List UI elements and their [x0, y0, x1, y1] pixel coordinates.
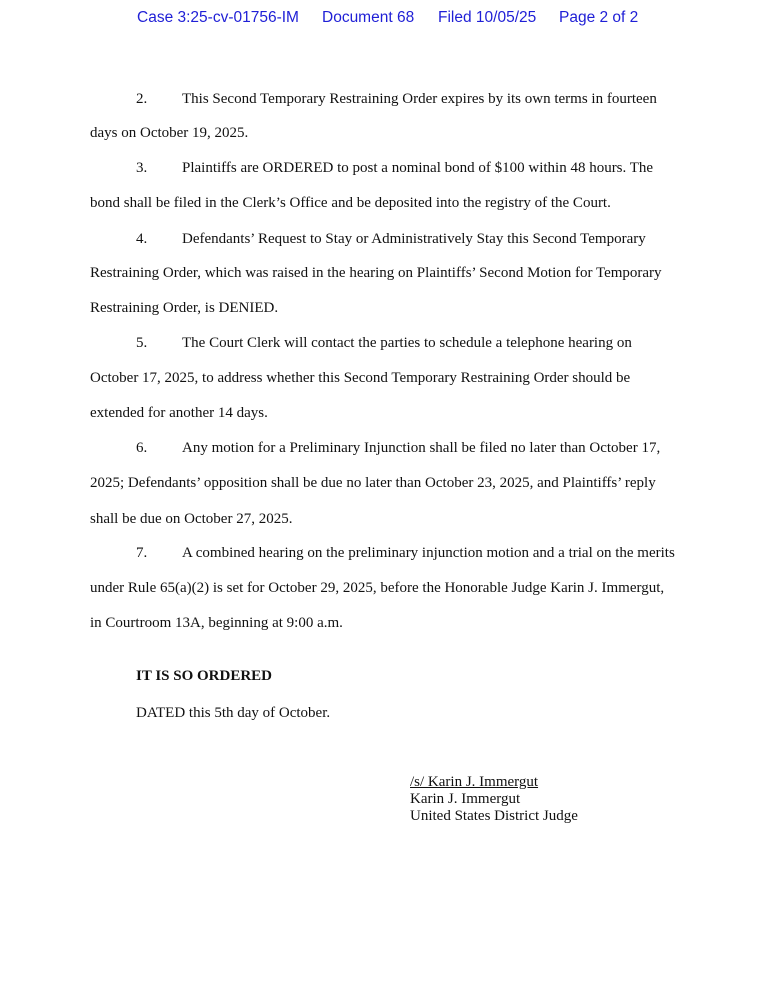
so-ordered-heading: IT IS SO ORDERED	[136, 668, 273, 684]
paragraph-line: Restraining Order, which was raised in the hearing on Plaintiffs’ Second Motion for Temporary	[90, 265, 662, 281]
electronic-signature: /s/ Karin J. Immergut	[410, 774, 539, 790]
paragraph-line: bond shall be filed in the Clerk’s Office and be deposited into the registry of the Court.	[90, 195, 611, 211]
paragraph-line: extended for another 14 days.	[90, 405, 268, 421]
ecf-header	[0, 9, 773, 33]
paragraph-line: 2025; Defendants’ opposition shall be due no later than October 23, 2025, and Plaintiffs’ reply	[90, 475, 656, 491]
header-document-number: Document 68	[322, 9, 415, 26]
paragraph-line: October 17, 2025, to address whether this Second Temporary Restraining Order should be	[90, 370, 631, 386]
judge-name: Karin J. Immergut	[410, 791, 521, 807]
judge-title: United States District Judge	[410, 808, 578, 824]
paragraph-number: 5.	[136, 335, 148, 351]
paragraph-line: in Courtroom 13A, beginning at 9:00 a.m.	[90, 615, 343, 631]
paragraph-line: Any motion for a Preliminary Injunction shall be filed no later than October 17,	[182, 440, 661, 456]
paragraph-number: 4.	[136, 231, 148, 247]
header-page-count: Page 2 of 2	[559, 9, 639, 26]
paragraph-line: Plaintiffs are ORDERED to post a nominal bond of $100 within 48 hours. The	[182, 160, 654, 176]
paragraph-line: Defendants’ Request to Stay or Administratively Stay this Second Temporary	[182, 231, 646, 247]
header-filed-date: Filed 10/05/25	[438, 9, 537, 26]
paragraph-line: under Rule 65(a)(2) is set for October 29, 2025, before the Honorable Judge Karin J. Immergut,	[90, 580, 665, 596]
paragraph-number: 3.	[136, 160, 148, 176]
paragraph-line: This Second Temporary Restraining Order expires by its own terms in fourteen	[182, 91, 657, 107]
paragraph-line: shall be due on October 27, 2025.	[90, 511, 293, 527]
paragraph-number: 2.	[136, 91, 148, 107]
paragraph-line: Restraining Order, is DENIED.	[90, 300, 279, 316]
paragraph-line: The Court Clerk will contact the parties to schedule a telephone hearing on	[182, 335, 632, 351]
paragraph-line: days on October 19, 2025.	[90, 125, 249, 141]
dated-line: DATED this 5th day of October.	[136, 705, 331, 721]
header-case-number: Case 3:25-cv-01756-IM	[137, 9, 299, 26]
paragraph-number: 6.	[136, 440, 148, 456]
paragraph-number: 7.	[136, 545, 148, 561]
paragraph-line: A combined hearing on the preliminary injunction motion and a trial on the merits	[182, 545, 675, 561]
